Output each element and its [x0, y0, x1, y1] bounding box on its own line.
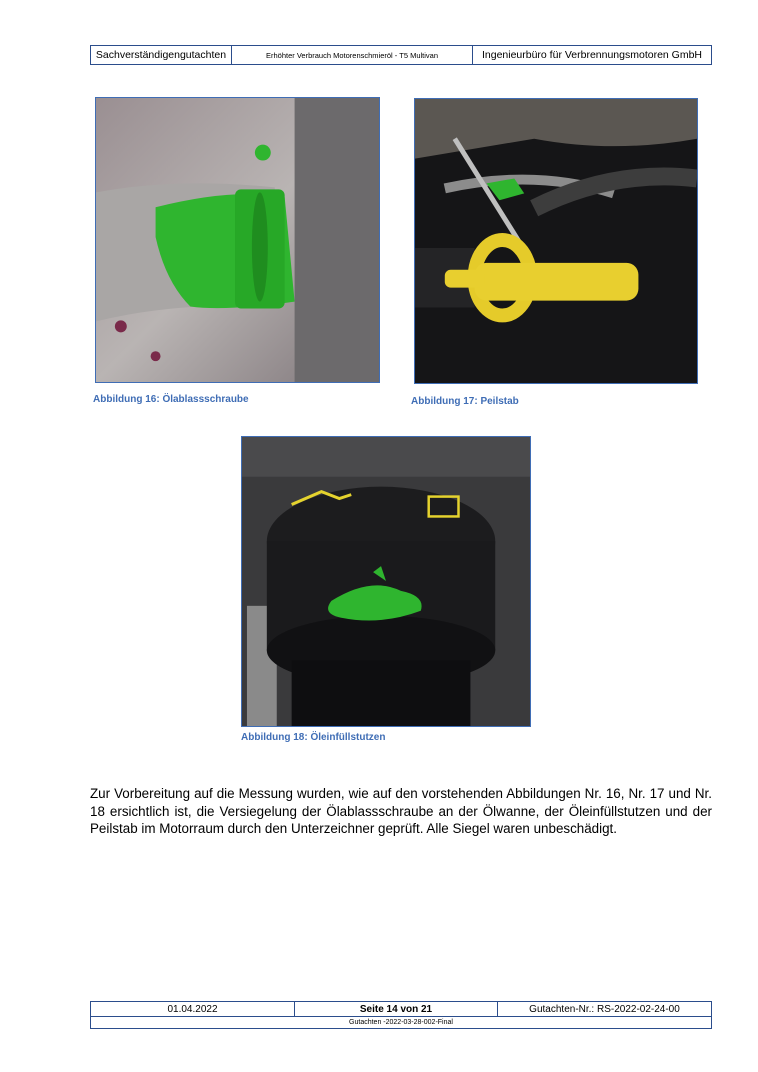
footer-date: 01.04.2022	[91, 1002, 295, 1016]
footer-document-id: Gutachten -2022-03-28-002-Final	[349, 1019, 453, 1026]
header-left: Sachverständigengutachten	[91, 46, 232, 64]
figure-18-caption: Abbildung 18: Öleinfüllstutzen	[241, 732, 386, 743]
page-footer	[90, 1001, 712, 1029]
figure-17-caption: Abbildung 17: Peilstab	[411, 396, 519, 407]
footer-report-number: Gutachten-Nr.: RS-2022-02-24-00	[529, 1003, 680, 1015]
figure-18-photo	[241, 436, 531, 727]
body-paragraph: Zur Vorbereitung auf die Messung wurden, wie auf den vorstehenden Abbildungen Nr. 16, Nr. 17 und Nr. 18 ersichtlich ist, die Versiegelung der Ölablassschraube an der Ölwanne, der Öleinfüllstutzen und der Peilstab im Motorraum durch den Unterzeichner geprüft. Alle Siegel waren unbeschädigt.	[90, 786, 712, 836]
figure-16-photo	[95, 97, 380, 383]
header-center: Erhöhter Verbrauch Motorenschmieröl - T5 Multivan	[232, 46, 473, 64]
figure-16-caption: Abbildung 16: Ölablassschraube	[93, 394, 249, 405]
footer-page-number: Seite 14 von 21	[295, 1002, 498, 1016]
header-right: Ingenieurbüro für Verbrennungsmotoren GmbH	[481, 49, 703, 61]
figure-17-photo	[414, 98, 698, 384]
page-header	[90, 45, 712, 65]
